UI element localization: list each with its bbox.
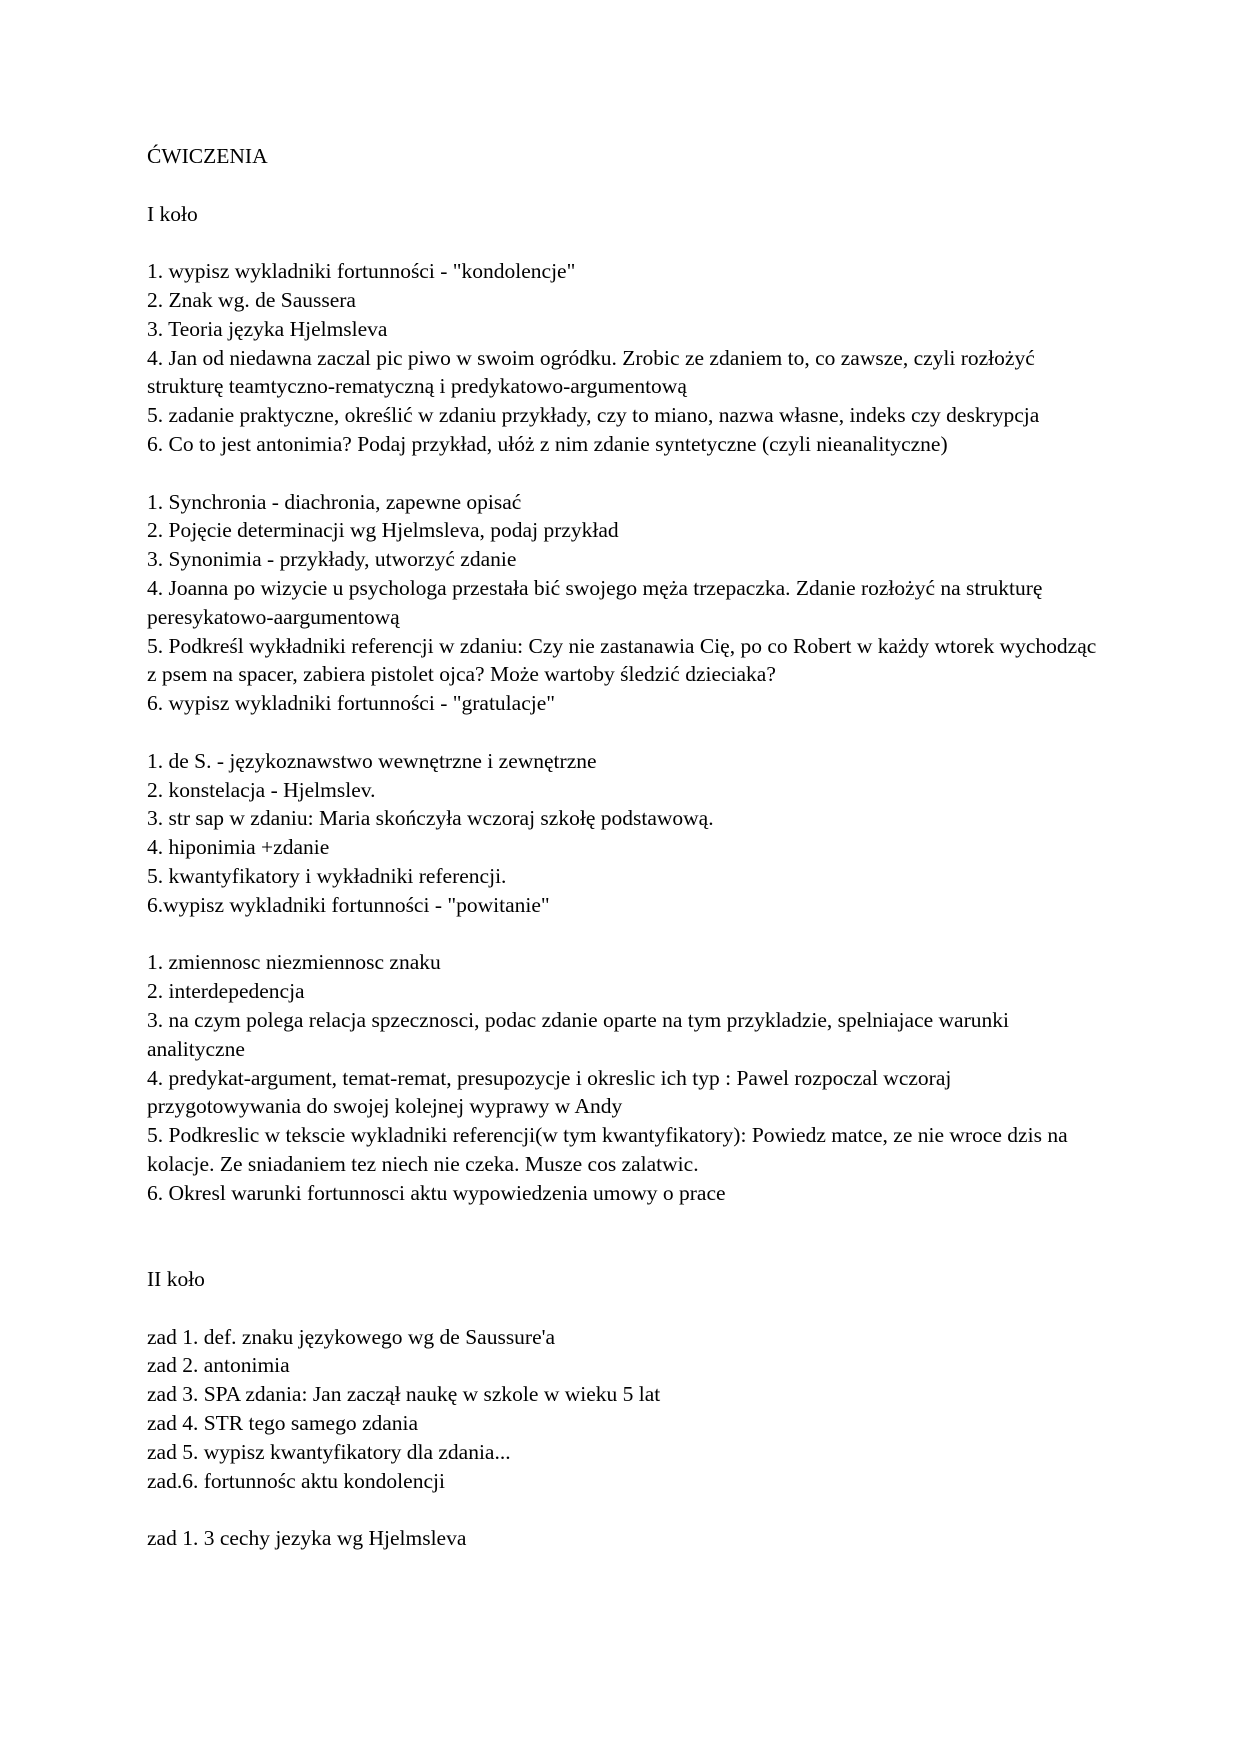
list-item: 4. hiponimia +zdanie	[147, 835, 330, 860]
list-item: 2. interdepedencja	[147, 979, 305, 1004]
spacer	[147, 228, 1107, 257]
list-item: 4. Joanna po wizycie u psychologa przestała bić swojego męża trzepaczka. Zdanie rozłożyć na strukturę peresykatowo-aargumentową	[147, 575, 1043, 629]
spacer	[147, 1495, 1107, 1524]
list-item: 5. Podkreśl wykładniki referencji w zdaniu: Czy nie zastanawia Cię, po co Robert w każdy wtorek wychodząc z psem na spacer, zabiera pistolet ojca? Może wartoby śledzić dzieciaka?	[147, 633, 1097, 687]
document-heading: ĆWICZENIA	[147, 144, 268, 168]
list-item: 2. konstelacja - Hjelmslev.	[147, 777, 376, 802]
task-list-group-1	[147, 257, 1107, 459]
spacer	[147, 459, 1107, 488]
document-body	[147, 142, 1107, 1553]
list-item: 1. zmiennosc niezmiennosc znaku	[147, 950, 441, 975]
spacer	[147, 1294, 1107, 1323]
spacer	[147, 171, 1107, 200]
list-item: 2. Znak wg. de Saussera	[147, 287, 356, 312]
list-item: zad 2. antonimia	[147, 1353, 290, 1378]
list-item: 3. Teoria języka Hjelmsleva	[147, 316, 388, 341]
list-item: 3. Synonimia - przykłady, utworzyć zdanie	[147, 547, 517, 572]
list-item: 1. Synchronia - diachronia, zapewne opisać	[147, 489, 522, 514]
list-item: 1. wypisz wykladniki fortunności - "kondolencje"	[147, 259, 576, 284]
list-item: zad 4. STR tego samego zdania	[147, 1411, 419, 1436]
spacer	[147, 920, 1107, 949]
spacer	[147, 1207, 1107, 1265]
list-item: zad 1. def. znaku językowego wg de Saussure'a	[147, 1324, 556, 1349]
list-item: 6. Co to jest antonimia? Podaj przykład, ułóż z nim zdanie syntetyczne (czyli nieanalityczne)	[147, 431, 948, 456]
list-item: 4. Jan od niedawna zaczal pic piwo w swoim ogródku. Zrobic ze zdaniem to, co zawsze, czyli rozłożyć strukturę teamtyczno-rematyczną i predykatowo-argumentową	[147, 345, 1035, 399]
list-item: 6. wypisz wykladniki fortunności - "gratulacje"	[147, 691, 556, 716]
spacer	[147, 718, 1107, 747]
list-item: 3. na czym polega relacja spzecznosci, podac zdanie oparte na tym przykladzie, spelniajace warunki analityczne	[147, 1007, 1009, 1061]
list-item: zad 5. wypisz kwantyfikatory dla zdania...	[147, 1439, 511, 1464]
list-item: 5. kwantyfikatory i wykładniki referencji.	[147, 863, 507, 888]
list-item: 5. Podkreslic w tekscie wykladniki referencji(w tym kwantyfikatory): Powiedz matce, ze nie wroce dzis na kolacje. Ze sniadaniem tez niech nie czeka. Musze cos zalatwic.	[147, 1123, 1068, 1176]
task-list-group-4	[147, 948, 1107, 1207]
list-item: 6. Okresl warunki fortunnosci aktu wypowiedzenia umowy o prace	[147, 1180, 726, 1205]
list-item: 1. de S. - językoznawstwo wewnętrzne i zewnętrzne	[147, 748, 597, 773]
list-item: 3. str sap w zdaniu: Maria skończyła wczoraj szkołę podstawową.	[147, 806, 714, 831]
list-item: 6.wypisz wykladniki fortunności - "powitanie"	[147, 892, 550, 917]
task-list-group-6	[147, 1524, 1107, 1553]
section-title-2: II koło	[147, 1267, 205, 1292]
list-item: zad.6. fortunnośc aktu kondolencji	[147, 1468, 445, 1493]
task-list-group-5	[147, 1323, 1107, 1496]
list-item: zad 3. SPA zdania: Jan zaczął naukę w szkole w wieku 5 lat	[147, 1382, 661, 1407]
task-list-group-3	[147, 747, 1107, 920]
list-item: 2. Pojęcie determinacji wg Hjelmsleva, podaj przykład	[147, 518, 619, 543]
list-item: 5. zadanie praktyczne, określić w zdaniu przykłady, czy to miano, nazwa własne, indeks czy deskrypcja	[147, 403, 1040, 428]
list-item: zad 1. 3 cechy jezyka wg Hjelmsleva	[147, 1526, 467, 1551]
list-item: 4. predykat-argument, temat-remat, presupozycje i okreslic ich typ : Pawel rozpoczal wczoraj przygotowywania do swojej kolejnej wyprawy w Andy	[147, 1065, 952, 1119]
section-title-1: I koło	[147, 201, 198, 226]
task-list-group-2	[147, 488, 1107, 718]
